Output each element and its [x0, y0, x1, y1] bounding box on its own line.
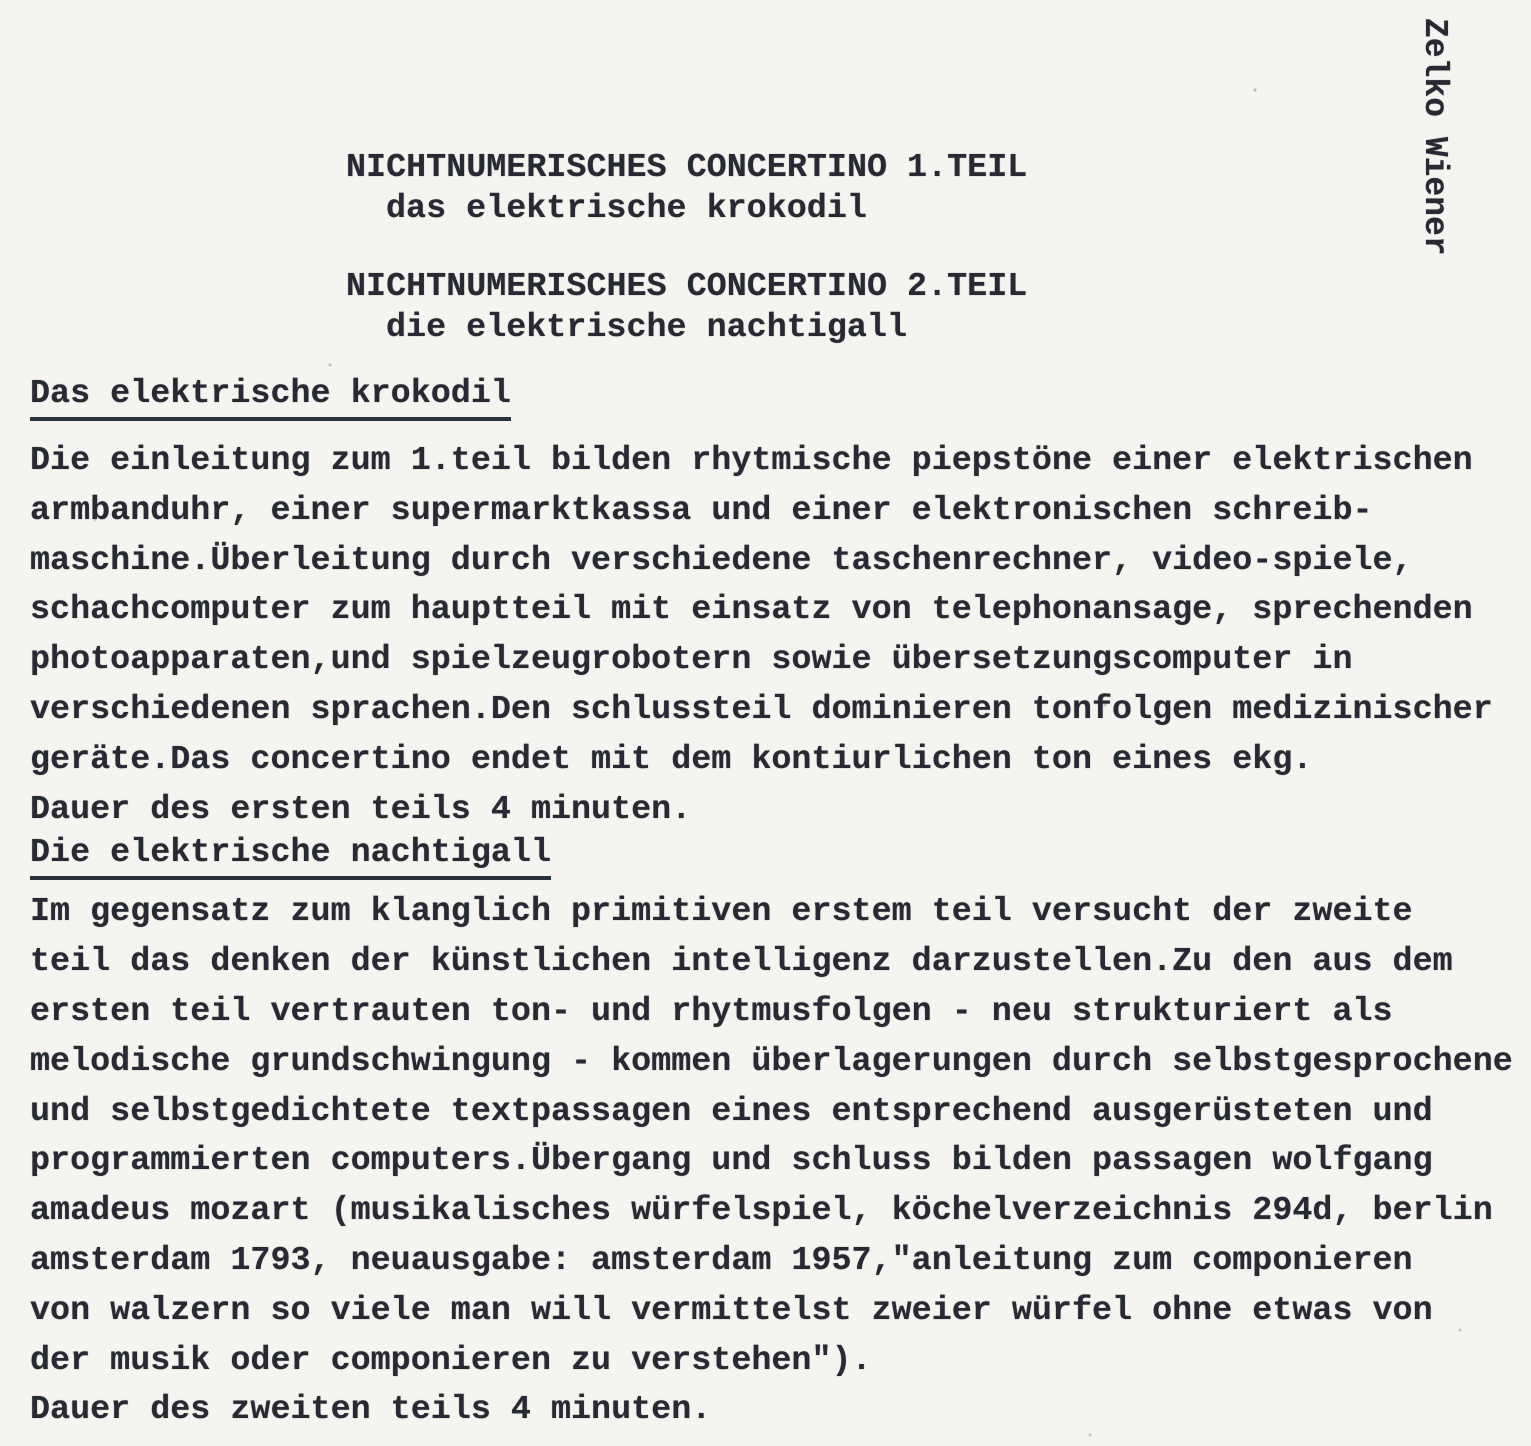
text-line: amadeus mozart (musikalisches würfelspiel, köchelverzeichnis 294d, berlin [30, 1192, 1493, 1231]
text-line: Im gegensatz zum klanglich primitiven erstem teil versucht der zweite [30, 893, 1413, 932]
text-line: und selbstgedichtete textpassagen eines entsprechend ausgerüsteten und [30, 1092, 1433, 1131]
part2-subtitle: die elektrische nachtigall [386, 309, 907, 347]
document-body [30, 376, 1525, 1436]
section-2-heading-text: Die elektrische nachtigall [30, 835, 551, 880]
author-vertical-text: Zelko Wiener [1416, 18, 1453, 256]
title-block [346, 148, 1027, 349]
section-1-heading-text: Das elektrische krokodil [30, 376, 511, 421]
section-2-heading [30, 835, 1525, 888]
text-line: der musik oder componieren zu verstehen"). [30, 1341, 872, 1380]
text-line: von walzern so viele man will vermittelst zweier würfel ohne etwas von [30, 1291, 1433, 1330]
text-line: verschiedenen sprachen.Den schlussteil dominieren tonfolgen medizinischer [30, 690, 1493, 729]
text-line: programmierten computers.Übergang und schluss bilden passagen wolfgang [30, 1142, 1433, 1181]
section-1-heading [30, 376, 1525, 437]
part2-title: NICHTNUMERISCHES CONCERTINO 2.TEIL [346, 268, 1028, 306]
text-line: melodische grundschwingung - kommen überlagerungen durch selbstgesprochene [30, 1042, 1513, 1081]
part1-subtitle: das elektrische krokodil [386, 190, 867, 228]
text-line: ersten teil vertrauten ton- und rhytmusfolgen - neu strukturiert als [30, 992, 1393, 1031]
text-line: teil das denken der künstlichen intelligenz darzustellen.Zu den aus dem [30, 943, 1453, 982]
text-line: photoapparaten,und spielzeugrobotern sowie übersetzungscomputer in [30, 641, 1353, 680]
text-line: maschine.Überleitung durch verschiedene taschenrechner, video-spiele, [30, 541, 1413, 580]
text-line: amsterdam 1793, neuausgabe: amsterdam 1957,"anleitung zum componieren [30, 1241, 1413, 1280]
part1-title: NICHTNUMERISCHES CONCERTINO 1.TEIL [346, 149, 1028, 187]
text-line: armbanduhr, einer supermarktkassa und einer elektronischen schreib- [30, 491, 1373, 530]
duration-line-part1: Dauer des ersten teils 4 minuten. [30, 790, 692, 829]
text-line: schachcomputer zum hauptteil mit einsatz von telephonansage, sprechenden [30, 591, 1473, 630]
text-line: Die einleitung zum 1.teil bilden rhytmische piepstöne einer elektrischen [30, 442, 1473, 480]
duration-line-part2: Dauer des zweiten teils 4 minuten. [30, 1391, 712, 1430]
text-line: geräte.Das concertino endet mit dem kontiurlichen ton eines ekg. [30, 740, 1313, 779]
